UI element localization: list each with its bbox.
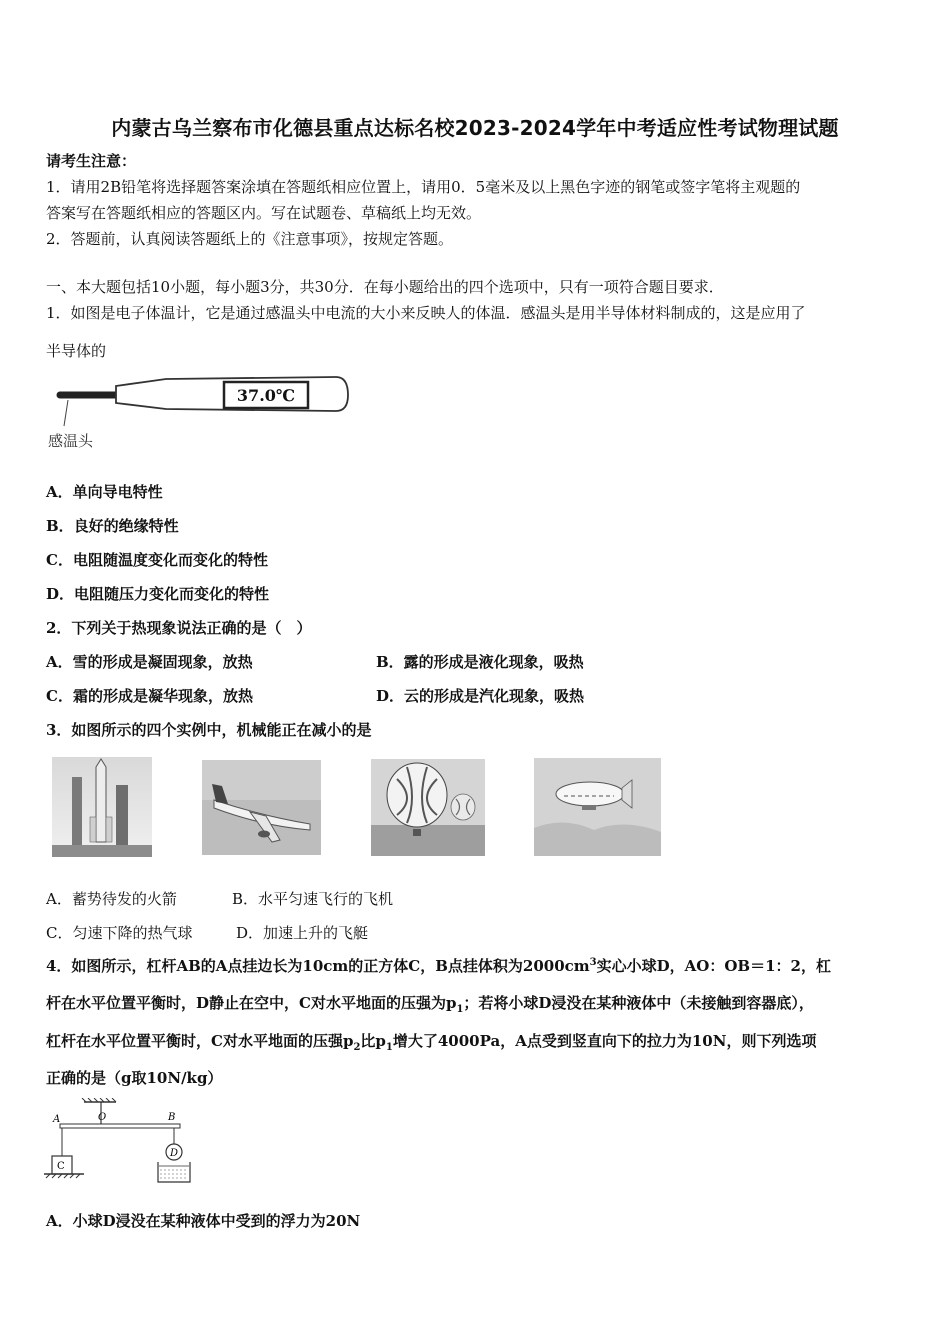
point-a-label: A — [53, 1114, 61, 1125]
q3-option-c: C．匀速下降的热气球 — [46, 924, 193, 942]
q1-option-c: C．电阻随温度变化而变化的特性 — [46, 551, 268, 569]
thermometer-figure — [46, 370, 356, 456]
q1-option-b: B．良好的绝缘特性 — [46, 517, 179, 535]
lever-figure — [44, 1098, 204, 1184]
q4-stem-line2: 杆在水平位置平衡时，D静止在空中，C对水平地面的压强为$p_1$；若将小球D浸没在某种液体中（未接触到容器底）， — [46, 994, 814, 1015]
q3-option-d: D．加速上升的飞艇 — [236, 924, 369, 942]
notice-item-1a: 1．请用2B铅笔将选择题答案涂填在答题纸相应位置上，请用0．5毫米及以上黑色字迹的钢笔或签字笔将主观题的 — [46, 178, 801, 196]
q2-option-c: C．霜的形成是凝华现象，放热 — [46, 687, 253, 705]
airship-photo — [534, 758, 661, 856]
q1-option-a: A．单向导电特性 — [46, 483, 163, 501]
q1-stem-line1: 1．如图是电子体温计，它是通过感温头中电流的大小来反映人的体温．感温头是用半导体材料制成的，这是应用了 — [46, 304, 806, 322]
q2-stem: 2．下列关于热现象说法正确的是（ ） — [46, 619, 312, 637]
point-b-label: B — [168, 1112, 176, 1123]
q1-stem-line2: 半导体的 — [46, 342, 107, 360]
block-c-label: C — [57, 1161, 65, 1172]
q1-option-d: D．电阻随压力变化而变化的特性 — [46, 585, 270, 603]
hot-air-balloon-photo — [371, 759, 485, 856]
section-heading: 一、本大题包括10小题，每小题3分，共30分．在每小题给出的四个选项中，只有一项符合题目要求． — [46, 278, 724, 296]
q4-stem-line3: 杠杆在水平位置平衡时，C对水平地面的压强$p_2$比$p_1$增大了4000Pa，A点受到竖直向下的拉力为10N，则下列选项 — [46, 1032, 817, 1053]
sensor-label: 感温头 — [48, 432, 94, 450]
notice-heading: 请考生注意： — [46, 152, 137, 170]
q3-stem: 3．如图所示的四个实例中，机械能正在减小的是 — [46, 721, 372, 739]
q3-option-b: B．水平匀速飞行的飞机 — [232, 890, 394, 908]
q4-stem-line4: 正确的是（g取10N/kg） — [46, 1069, 223, 1087]
q2-option-b: B．露的形成是液化现象，吸热 — [376, 653, 584, 671]
notice-item-1b: 答案写在答题纸相应的答题区内。写在试题卷、草稿纸上均无效。 — [46, 204, 482, 222]
notice-item-2: 2．答题前，认真阅读答题纸上的《注意事项》，按规定答题。 — [46, 230, 454, 248]
q2-option-a: A．雪的形成是凝固现象，放热 — [46, 653, 253, 671]
q3-option-a: A．蓄势待发的火箭 — [46, 890, 177, 908]
q2-option-d: D．云的形成是汽化现象，吸热 — [376, 687, 585, 705]
q4-stem-line1: 4．如图所示，杠杆AB的A点挂边长为10cm的正方体C，B点挂体积为$2000cm^3$实心小球D，AO：OB＝1：2，杠 — [46, 957, 831, 975]
ball-d-label: D — [170, 1148, 179, 1159]
point-o-label: O — [98, 1112, 107, 1123]
airplane-photo — [202, 760, 321, 855]
rocket-photo — [52, 757, 152, 857]
thermometer-reading: 37.0℃ — [236, 386, 296, 405]
q4-option-a: A．小球D浸没在某种液体中受到的浮力为20N — [46, 1212, 361, 1230]
page-title: 内蒙古乌兰察布市化德县重点达标名校2023-2024学年中考适应性考试物理试题 — [111, 116, 839, 140]
